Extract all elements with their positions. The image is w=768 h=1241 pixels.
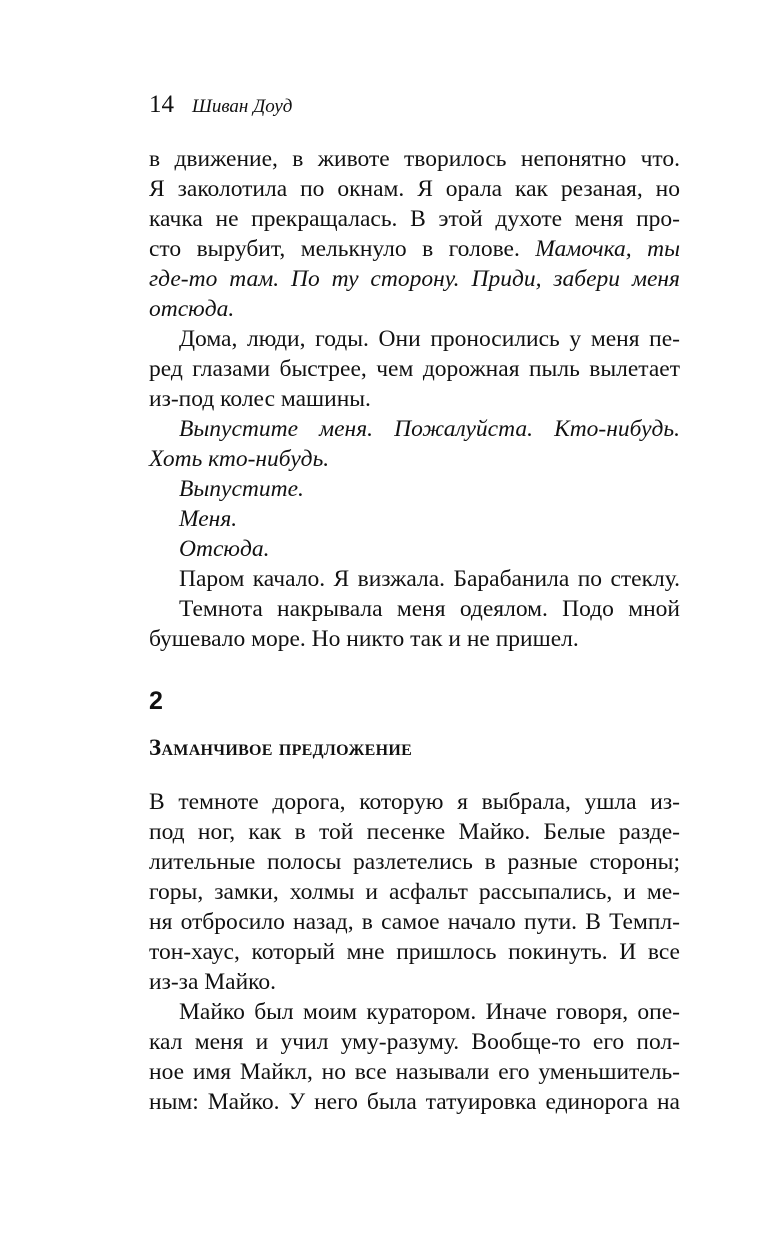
text-line: ред глазами быстрее, чем дорожная пыль вылетает — [149, 356, 680, 382]
paragraph — [149, 997, 680, 1117]
text-line: горы, замки, холмы и асфальт рассыпались, и ме- — [149, 879, 680, 905]
paragraph — [149, 144, 680, 324]
text-line — [149, 234, 680, 264]
italic-text-line: Отсюда. — [179, 536, 270, 562]
chapter-number: 2 — [149, 687, 163, 715]
text-line: из-под колес машины. — [149, 386, 371, 412]
text-line: Дома, люди, годы. Они проносились у меня пе- — [179, 326, 680, 352]
text-line: ня отбросило назад, в самое начало пути. В Темпл- — [149, 909, 680, 935]
text-line: Паром качало. Я визжала. Барабанила по стеклу. — [179, 566, 680, 592]
text-line: лительные полосы разлетелись в разные стороны; — [149, 849, 680, 875]
italic-text-line: Выпустите меня. Пожалуйста. Кто-нибудь. — [179, 416, 680, 442]
text-line: под ног, как в той песенке Майко. Белые разде- — [149, 819, 680, 845]
page-header — [149, 88, 680, 122]
text-line: Майко был моим куратором. Иначе говоря, опе- — [179, 999, 680, 1025]
text-line: Я заколотила по окнам. Я орала как резаная, но — [149, 176, 680, 202]
text-line: Темнота накрывала меня одеялом. Подо мной — [179, 596, 680, 622]
text-line: бушевало море. Но никто так и не пришел. — [149, 626, 579, 652]
italic-text-line: Хоть кто-нибудь. — [149, 446, 330, 472]
chapter-title: Заманчивое предложение — [149, 735, 413, 760]
text-line: тон-хаус, который мне пришлось покинуть. И все — [149, 939, 680, 965]
text-line: качка не прекращалась. В этой духоте меня про- — [149, 206, 680, 232]
text-line: из-за Майко. — [149, 969, 277, 995]
italic-text-line: Выпустите. — [179, 476, 304, 502]
italic-text-segment: Мамочка, ты — [535, 236, 680, 262]
italic-text-line: отсюда. — [149, 296, 235, 322]
page-number: 14 — [149, 91, 174, 118]
text-segment: сто вырубит, мелькнуло в голове. — [149, 236, 536, 262]
italic-text-line: где-то там. По ту сторону. Приди, забери меня — [149, 266, 680, 292]
text-line: кал меня и учил уму-разуму. Вообще-то его пол- — [149, 1029, 680, 1055]
book-page — [149, 88, 680, 1117]
text-line: ное имя Майкл, но все называли его уменьшитель- — [149, 1059, 680, 1085]
text-line: в движение, в животе творилось непонятно что. — [149, 146, 680, 172]
text-line: ным: Майко. У него была татуировка единорога на — [149, 1089, 680, 1115]
italic-text-line: Меня. — [179, 506, 238, 532]
paragraph — [149, 787, 680, 997]
paragraph — [149, 324, 680, 414]
paragraph — [149, 414, 680, 474]
text-line: В темноте дорога, которую я выбрала, ушла из- — [149, 789, 680, 815]
paragraph — [149, 594, 680, 654]
running-head: Шиван Доуд — [192, 96, 293, 117]
